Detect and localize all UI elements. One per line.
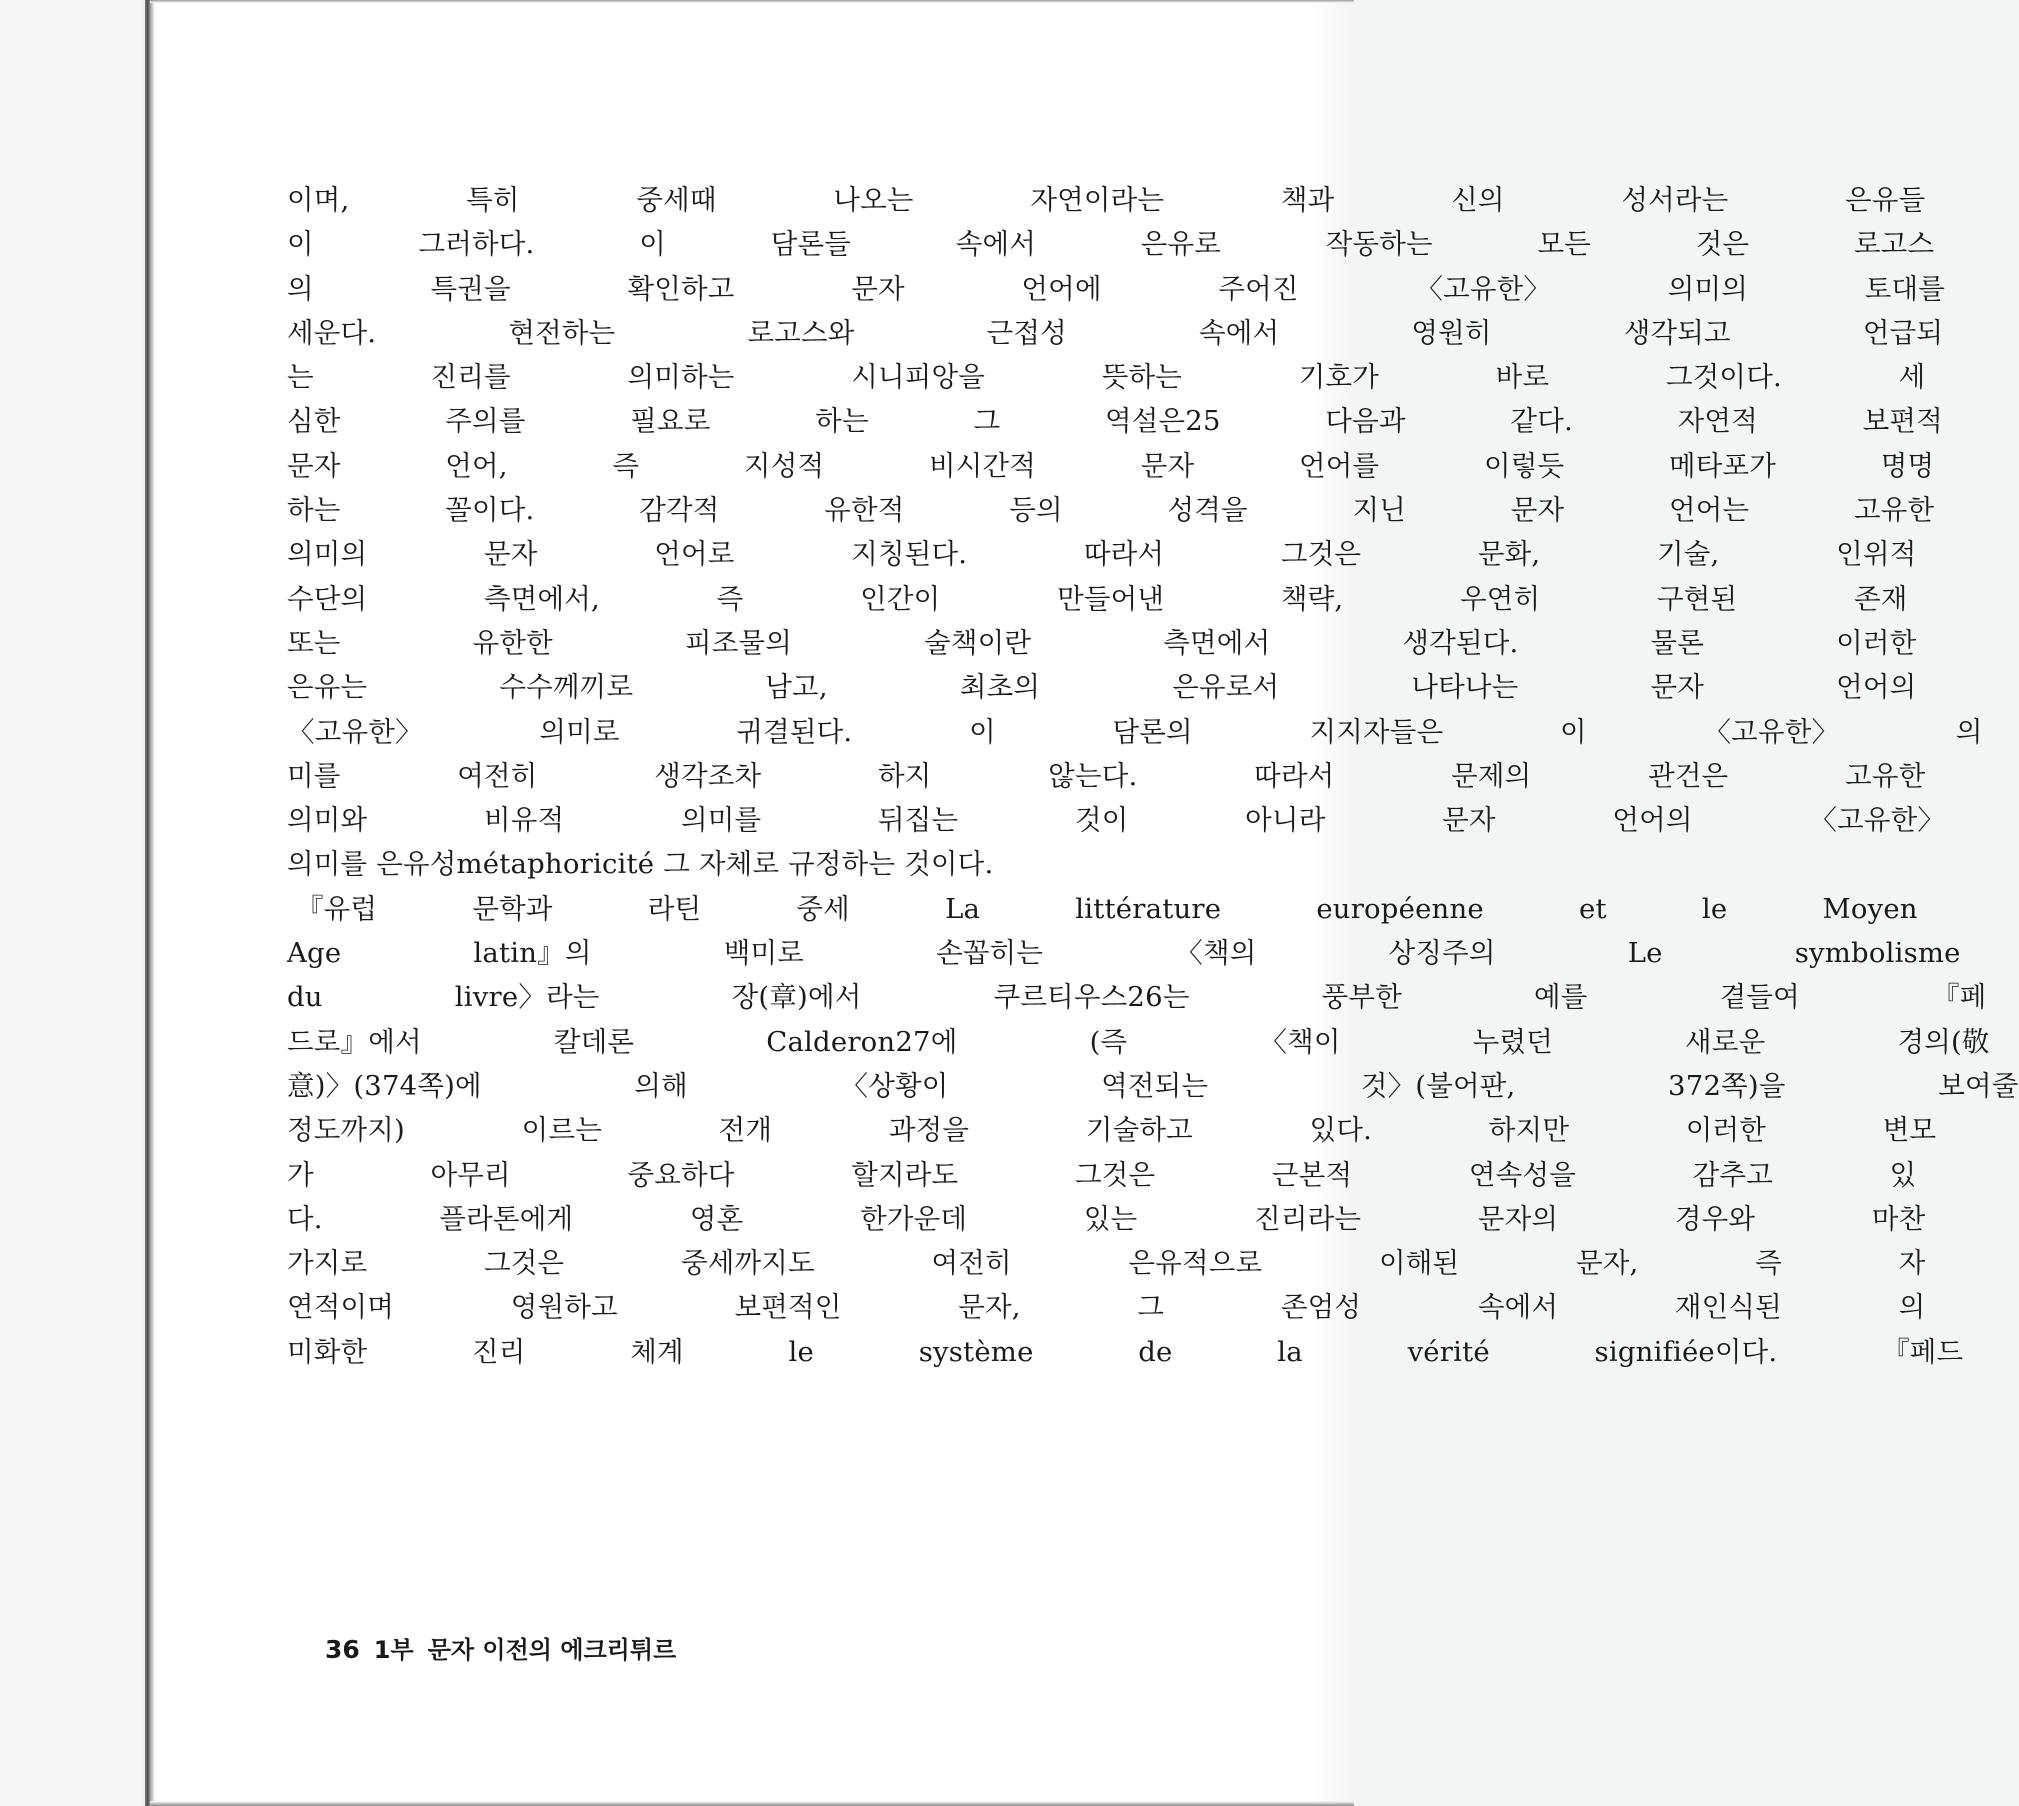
text-line: 미를 여전히 생각조차 하지 않는다. 따라서 문제의 관건은 고유한: [287, 759, 1926, 792]
text-line: 다. 플라톤에게 영혼 한가운데 있는 진리라는 문자의 경우와 마찬: [287, 1202, 1926, 1235]
text-line: 문자 언어, 즉 지성적 비시간적 문자 언어를 이렇듯 메타포가 명명: [287, 449, 1935, 482]
text-line: du livre〉라는 장(章)에서 쿠르티우스26는 풍부한 예를 곁들여 『페: [287, 981, 1987, 1014]
text-line: 심한 주의를 필요로 하는 그 역설은25 다음과 같다. 자연적 보편적: [287, 405, 1943, 438]
text-line: 또는 유한한 피조물의 술책이란 측면에서 생각된다. 물론 이러한: [287, 626, 1917, 659]
text-line: 가지로 그것은 중세까지도 여전히 은유적으로 이해된 문자, 즉 자: [287, 1247, 1926, 1280]
text-line: 『유럽 문학과 라틴 중세 La littérature européenne et le Moyen: [287, 892, 1918, 925]
running-title: 문자 이전의 에크리튀르: [427, 1636, 677, 1664]
part-label: 1부: [373, 1636, 414, 1664]
text-line: 는 진리를 의미하는 시니피앙을 뜻하는 기호가 바로 그것이다. 세: [287, 361, 1926, 394]
page-footer: [325, 1630, 676, 1665]
book-spine-edge: [145, 0, 155, 1806]
text-line: 가 아무리 중요하다 할지라도 그것은 근본적 연속성을 감추고 있: [287, 1158, 1917, 1191]
text-line: 수단의 측면에서, 즉 인간이 만들어낸 책략, 우연히 구현된 존재: [287, 582, 1908, 615]
page-top-edge: [150, 0, 1354, 3]
text-line: Age latin』의 백미로 손꼽히는 〈책의 상징주의 Le symbolisme: [287, 937, 1961, 970]
text-line: 하는 꼴이다. 감각적 유한적 등의 성격을 지닌 문자 언어는 고유한: [287, 494, 1935, 527]
text-line: 이며, 특히 중세때 나오는 자연이라는 책과 신의 성서라는 은유들: [287, 184, 1926, 216]
text-line: 은유는 수수께끼로 남고, 최초의 은유로서 나타나는 문자 언어의: [287, 671, 1917, 704]
text-line: 드로』에서 칼데론 Calderon27에 (즉 〈책이 누렸던 새로운 경의(敬: [287, 1025, 1990, 1058]
text-line: 이 그러하다. 이 담론들 속에서 은유로 작동하는 모든 것은 로고스: [287, 228, 1935, 261]
text-line: 정도까지) 이르는 전개 과정을 기술하고 있다. 하지만 이러한 변모: [287, 1114, 1937, 1147]
page-number: 36: [325, 1635, 360, 1664]
text-line: 의미를 은유성métaphoricité 그 자체로 규정하는 것이다.: [287, 848, 994, 881]
text-line: 의 특권을 확인하고 문자 언어에 주어진 〈고유한〉 의미의 토대를: [287, 272, 1946, 305]
body-text: [287, 178, 2019, 1374]
text-line: 〈고유한〉 의미로 귀결된다. 이 담론의 지지자들은 이 〈고유한〉 의: [287, 715, 1983, 748]
text-line: 의미와 비유적 의미를 뒤집는 것이 아니라 문자 언어의 〈고유한〉: [287, 804, 1946, 837]
text-line: 의미의 문자 언어로 지칭된다. 따라서 그것은 문화, 기술, 인위적: [287, 538, 1917, 571]
page-bottom-edge: [150, 1801, 1354, 1806]
text-line: 미화한 진리 체계 le système de la vérité signifiée이다. 『페드: [287, 1335, 1964, 1368]
text-line: 연적이며 영원하고 보편적인 문자, 그 존엄성 속에서 재인식된 의: [287, 1291, 1926, 1324]
text-line: 세운다. 현전하는 로고스와 근접성 속에서 영원히 생각되고 언급되: [287, 316, 1944, 349]
text-line: 意)〉(374쪽)에 의해 〈상황이 역전되는 것〉(불어판, 372쪽)을 보여줄: [287, 1069, 2019, 1102]
